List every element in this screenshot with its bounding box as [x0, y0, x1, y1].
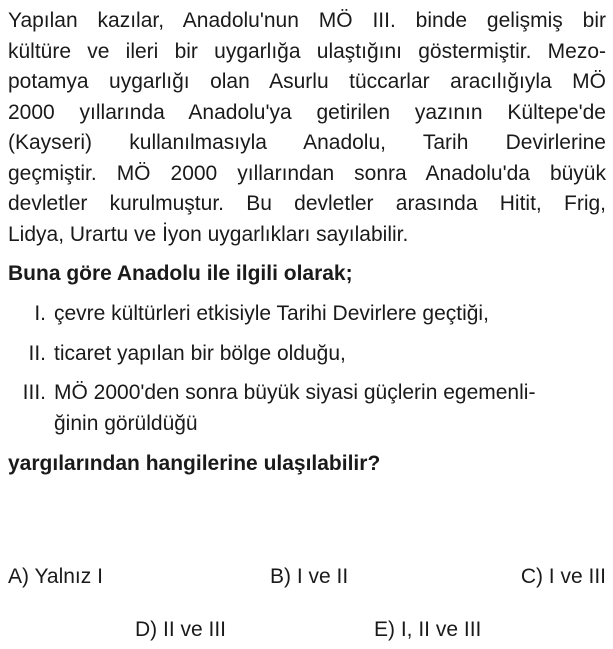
- statement-text: [54, 299, 606, 330]
- statement-item: [8, 378, 606, 439]
- passage: [8, 6, 606, 250]
- choice-d[interactable]: D) II ve III: [135, 618, 227, 641]
- choice-a[interactable]: A) Yalnız I: [8, 565, 103, 588]
- question-block: [8, 6, 606, 479]
- passage-line: (Kayseri) kullanılmasıyla Anadolu, Tarih Devirlerine: [8, 131, 606, 154]
- statement-item: [8, 339, 606, 370]
- question-prompt: Buna göre Anadolu ile ilgili olarak;: [8, 262, 353, 285]
- question-closing: yargılarından hangilerine ulaşılabilir?: [8, 452, 381, 475]
- statement-line: çevre kültürleri etkisiyle Tarihi Devirlere geçtiği,: [54, 302, 489, 325]
- passage-line: kültüre ve ileri bir uygarlığa ulaştığını göstermiştir. Mezo-: [8, 39, 606, 63]
- statement-list: [8, 299, 606, 439]
- passage-line: devletler kurulmuştur. Bu devletler arasında Hitit, Frig,: [8, 192, 606, 215]
- choice-e[interactable]: E) I, II ve III: [374, 618, 482, 641]
- statement-line: ğinin görüldüğü: [54, 411, 198, 435]
- passage-line: potamya uygarlığı olan Asurlu tüccarlar aracılığıyla MÖ: [8, 70, 606, 93]
- statement-text: [54, 378, 606, 439]
- choice-c[interactable]: C) I ve III: [520, 565, 606, 588]
- statement-number: I.: [34, 302, 46, 325]
- choice-b[interactable]: B) I ve II: [270, 565, 349, 588]
- passage-line: Yapılan kazılar, Anadolu'nun MÖ III. binde gelişmiş bir: [8, 9, 606, 32]
- statement-text: [54, 339, 606, 370]
- passage-line: 2000 yıllarında Anadolu'ya getirilen yazının Kültepe'de: [8, 100, 606, 124]
- statement-line: MÖ 2000'den sonra büyük siyasi güçlerin egemenli-: [54, 381, 536, 404]
- statement-item: [8, 299, 606, 330]
- passage-line: Lidya, Urartu ve İyon uygarlıkları sayılabilir.: [8, 222, 409, 246]
- passage-line: geçmiştir. MÖ 2000 yıllarından sonra Anadolu'da büyük: [8, 161, 606, 185]
- statement-line: ticaret yapılan bir bölge olduğu,: [54, 341, 346, 365]
- statement-number: III.: [22, 381, 46, 404]
- statement-number: II.: [28, 341, 46, 365]
